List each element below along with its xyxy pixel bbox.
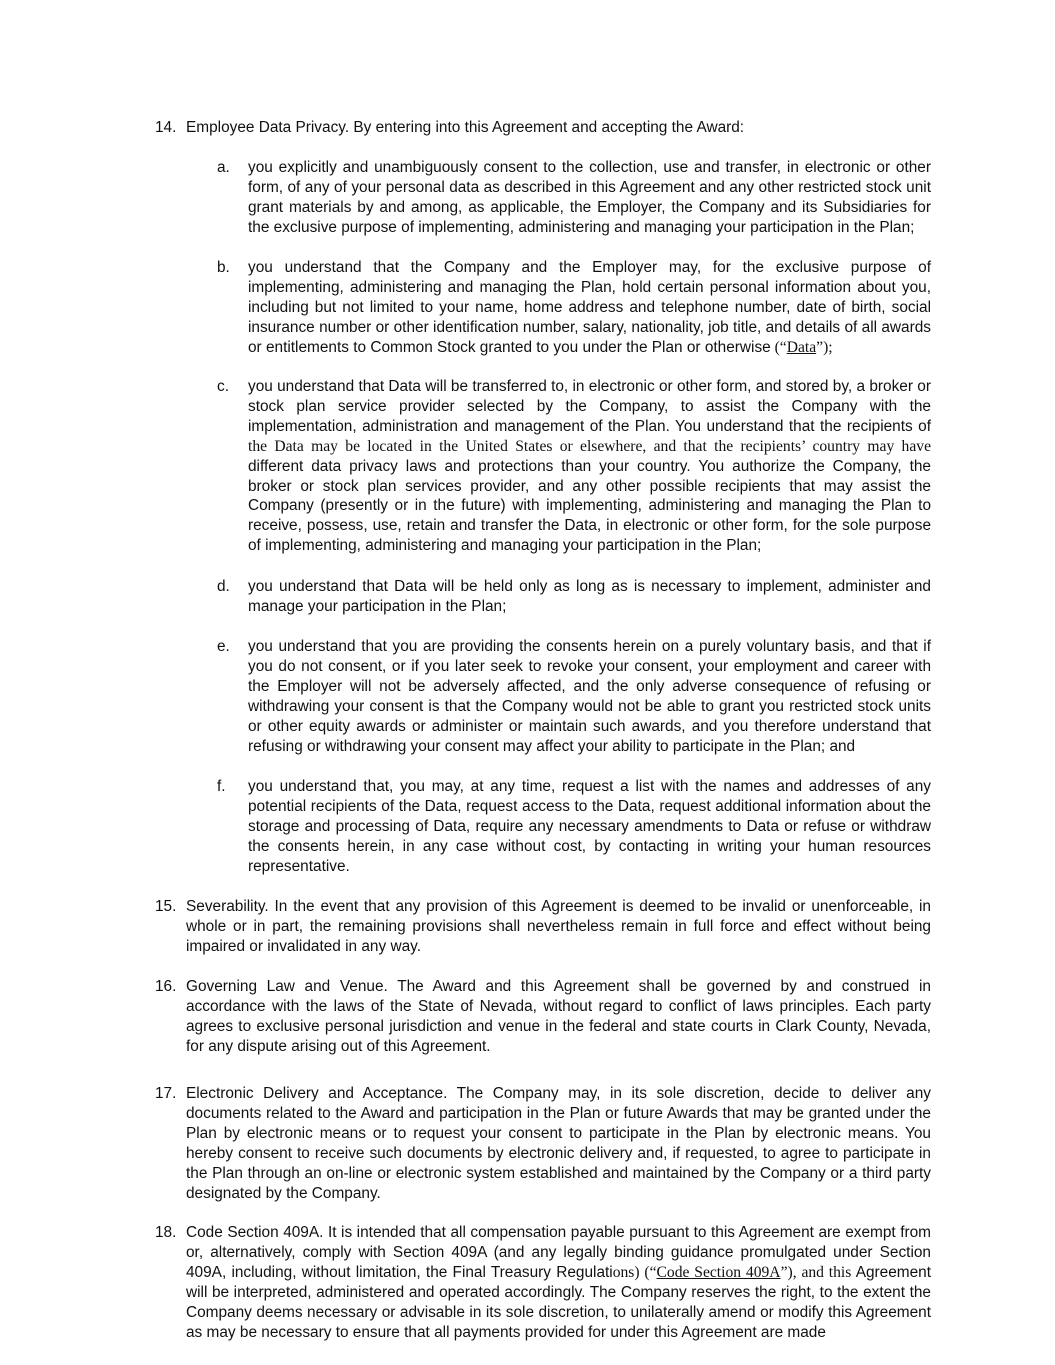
section-heading: Severability. [186, 898, 269, 915]
section-text: The Company may, in its sole discretion, decide to deliver any documents related to the Award and participation in the Plan or future Awards that may be granted under the Plan by electronic means or to request your consent to participate in the Plan by electronic means. You hereby consent to receive such documents by electronic delivery and, if requested, to agree to participate in the Plan through an on-line or electronic system established and maintained by the Company or a third party designated by the Company. [186, 1085, 931, 1202]
subsection-c: c. you understand that Data will be transferred to, in electronic or other form, and stored by, a broker or stock plan service provider selected by the Company, to assist the Company with the implementation, administration and management of the Plan. You understand that the recipients of the Data may be located in the United States or elsewhere, and that the recipients’ country may have different data privacy laws and protections than your country. You authorize the Company, the broker or stock plan services provider, and any other possible recipients that may assist the Company (presently or in the future) with implementing, administering and managing the Plan to receive, possess, use, retain and transfer the Data, in electronic or other form, for the sole purpose of implementing, administering and managing your participation in the Plan; [217, 378, 931, 555]
subsection-text: you understand that the Company and the Employer may, for the exclusive purpose of implementing, administering and managing the Plan, hold certain personal information about you, including but not limited to your name, home address and telephone number, date of birth, social insurance number or other identification number, salary, nationality, job title, and details of all awards or entitlements to Common Stock granted to you under the Plan or otherwise [248, 259, 931, 356]
subsection-letter: a. [217, 159, 230, 176]
section-number: 16. [155, 978, 177, 995]
section-18: 18. Code Section 409A. It is intended that all compensation payable pursuant to this Agreement are exempt from or, alternatively, comply with Section 409A (and any legally binding guidance promulgated under Section 409A, including, without limitation, the Final Treasury Regulations) (“Code Section 409A”), and this Agreement will be interpreted, administered and operated accordingly. The Company reserves the right, to the extent the Company deems necessary or advisable in its sole discretion, to unilaterally amend or modify this Agreement as may be necessary to ensure that all payments provided for under this Agreement are made [155, 1224, 932, 1341]
subsection-text: you understand that, you may, at any time, request a list with the names and addresses of any potential recipients of the Data, request access to the Data, request additional information about the storage and processing of Data, require any necessary amendments to Data or refuse or withdraw the consents herein, in any case without cost, by contacting in writing your human resources representative. [248, 778, 931, 875]
section-14 [155, 118, 931, 138]
section-heading: Code Section 409A. [186, 1224, 324, 1241]
section-16 [155, 977, 931, 1057]
subsection-f [217, 777, 931, 877]
subsection-text: you explicitly and unambiguously consent to the collection, use and transfer, in electronic or other form, of any of your personal data as described in this Agreement and any other restricted stock unit grant materials by and among, as applicable, the Employer, the Company and its Subsidiaries for the exclusive purpose of implementing, administering and managing your participation in the Plan; [248, 159, 931, 236]
section-text: It is intended that all compensation payable pursuant to this Agreement are exempt from or, alternatively, comply with Section 409A (and any legally binding guidance promulgated under Section 409A, including, without limitation, the Final Treasury Regulati [186, 1224, 932, 1281]
section-number: 15. [155, 898, 177, 915]
subsection-d [217, 577, 931, 617]
section-number: 17. [155, 1085, 177, 1102]
subsection-e [217, 637, 931, 756]
section-number: 18. [155, 1224, 177, 1241]
section-heading: Employee Data Privacy. [186, 119, 350, 136]
subsection-letter: e. [217, 638, 230, 655]
subsection-text: you understand that you are providing the consents herein on a purely voluntary basis, and that if you do not consent, or if you later seek to revoke your consent, your employment and career with the Employer will not be adversely affected, and the only adverse consequence of refusing or withdrawing your consent is that the Company would not be able to grant you restricted stock units or other equity awards or administer or maintain such awards, and you therefore understand that refusing or withdrawing your consent may affect your ability to participate in the Plan; and [248, 638, 931, 755]
section-15 [155, 897, 931, 957]
subsection-letter: c. [217, 378, 229, 395]
section-text: In the event that any provision of this Agreement is deemed to be invalid or unenforceable, in whole or in part, the remaining provisions shall nevertheless remain in full force and effect without being impaired or invalidated in any way. [186, 898, 931, 955]
subsection-text: you understand that Data will be transferred to, in electronic or other form, and stored by, a broker or stock plan service provider selected by the Company, to assist the Company with the implementation, administration and management of the Plan. You understand that the recipients of [248, 378, 931, 435]
subsection-text: you understand that Data will be held only as long as is necessary to implement, administer and manage your participation in the Plan; [248, 578, 931, 615]
section-17 [155, 1084, 931, 1203]
subsection-letter: d. [217, 578, 230, 595]
section-text: By entering into this Agreement and accepting the Award: [349, 119, 745, 136]
section-heading: Electronic Delivery and Acceptance. [186, 1085, 448, 1102]
subsection-letter: b. [217, 259, 230, 276]
defined-term-data: Data [786, 338, 817, 356]
defined-term-code-section-409a: Code Section 409A [656, 1263, 781, 1281]
section-text: The Award and this Agreement shall be governed by and construed in accordance with the laws of the State of Nevada, without regard to conflict of laws principles. Each party agrees to exclusive personal jurisdiction and venue in the federal and state courts in Clark County, Nevada, for any dispute arising out of this Agreement. [186, 978, 931, 1055]
subsection-letter: f. [217, 778, 226, 795]
section-heading: Governing Law and Venue. [186, 978, 388, 995]
subsection-a [217, 158, 931, 238]
section-number: 14. [155, 119, 177, 136]
subsection-b: b. you understand that the Company and the Employer may, for the exclusive purpose of implementing, administering and managing the Plan, hold certain personal information about you, including but not limited to your name, home address and telephone number, date of birth, social insurance number or other identification number, salary, nationality, job title, and details of all awards or entitlements to Common Stock granted to you under the Plan or otherwise (“Data”); [217, 259, 931, 356]
